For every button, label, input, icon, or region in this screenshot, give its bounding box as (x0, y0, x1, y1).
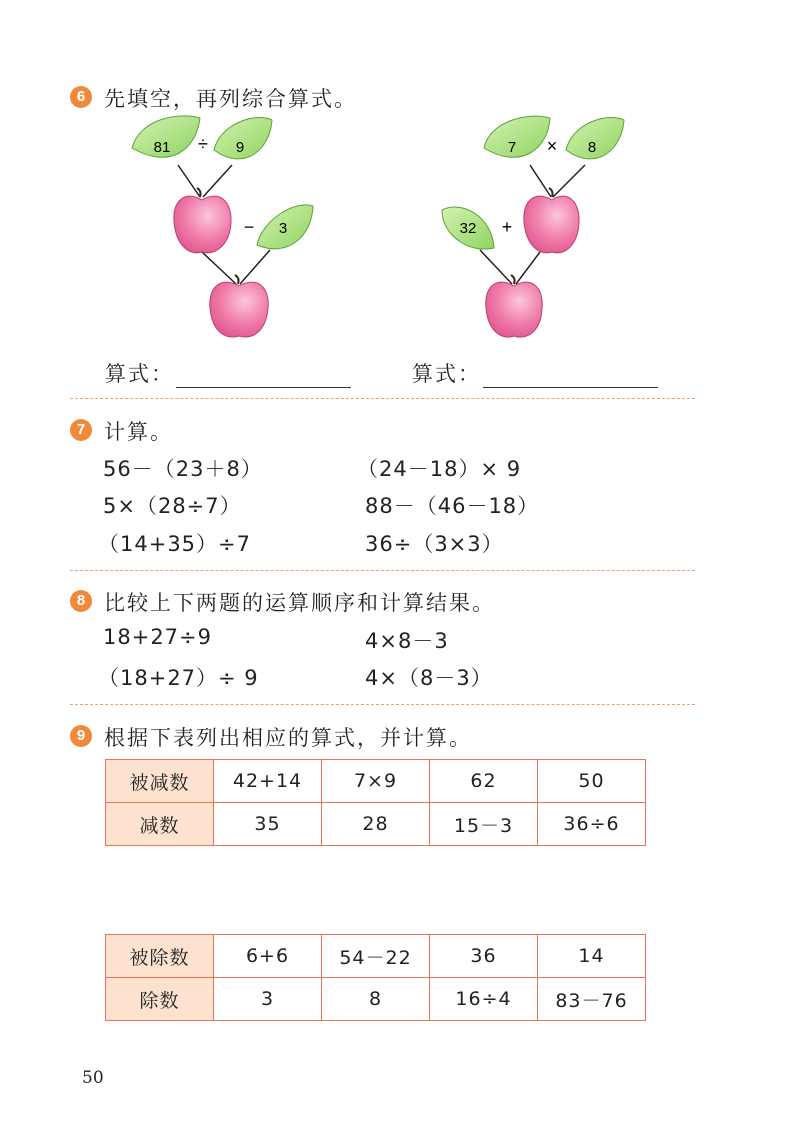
row-header: 减数 (106, 803, 214, 846)
apple-1-bottom (210, 282, 268, 337)
question-7-title: 计算。 (104, 420, 173, 444)
leaf-value: 7 (507, 139, 517, 156)
expression: （18+27）÷ 9 (98, 666, 259, 690)
table-cell: 36÷6 (538, 803, 646, 846)
question-number-7: 7 (70, 419, 92, 441)
division-table (105, 934, 646, 1021)
page-number: 50 (82, 1068, 104, 1088)
question-number-6: 6 (70, 86, 92, 108)
formula-label: 算式： (412, 362, 481, 386)
operator: − (243, 217, 255, 237)
divider (70, 398, 695, 399)
expression: 56－（23＋8） (103, 457, 263, 481)
question-9-title: 根据下表列出相应的算式，并计算。 (104, 726, 472, 750)
operator: × (546, 136, 558, 156)
table-row (106, 803, 646, 846)
apple-tree-2 (442, 116, 624, 337)
table-cell: 35 (214, 803, 322, 846)
table-cell: 28 (322, 803, 430, 846)
question-8-title: 比较上下两题的运算顺序和计算结果。 (104, 591, 495, 615)
expression: 36÷（3×3） (365, 532, 504, 556)
expression: （14+35）÷7 (98, 532, 251, 556)
expression: 18+27÷9 (103, 625, 212, 649)
row-header: 被除数 (106, 935, 214, 978)
divider (70, 570, 695, 571)
leaf-value: 81 (153, 139, 171, 156)
apple-2-bottom (486, 282, 542, 337)
expression: 4×8－3 (365, 629, 449, 653)
table-cell: 50 (538, 760, 646, 803)
table-cell: 7×9 (322, 760, 430, 803)
table-cell: 62 (430, 760, 538, 803)
answer-line[interactable] (483, 367, 658, 388)
leaf-value: 8 (587, 139, 597, 156)
divider (70, 704, 695, 705)
table-cell: 54－22 (322, 935, 430, 978)
leaf-value: 32 (459, 220, 477, 237)
leaf-2a (484, 116, 550, 157)
table-cell: 6+6 (214, 935, 322, 978)
leaf-value: 9 (235, 139, 245, 156)
table-row (106, 978, 646, 1021)
operator: ÷ (198, 134, 208, 154)
expression: 5×（28÷7） (103, 494, 242, 518)
table-cell: 16÷4 (430, 978, 538, 1021)
operator: + (501, 217, 513, 237)
leaf-value: 3 (278, 220, 288, 237)
formula-blank-2[interactable] (412, 358, 658, 388)
apple-2-top (524, 196, 579, 253)
row-header: 除数 (106, 978, 214, 1021)
table-cell: 36 (430, 935, 538, 978)
apple-1-top (174, 196, 231, 253)
expression: （24－18）× 9 (357, 457, 522, 481)
table-row (106, 935, 646, 978)
question-6-title: 先填空，再列综合算式。 (104, 87, 357, 111)
row-header: 被减数 (106, 760, 214, 803)
table-row (106, 760, 646, 803)
question-number-8: 8 (70, 590, 92, 612)
table-cell: 42+14 (214, 760, 322, 803)
formula-label: 算式： (105, 362, 174, 386)
table-cell: 8 (322, 978, 430, 1021)
table-cell: 15－3 (430, 803, 538, 846)
apple-tree-1 (132, 116, 313, 337)
apple-trees-diagram (0, 0, 800, 360)
expression: 88－（46－18） (365, 494, 540, 518)
formula-blank-1[interactable] (105, 358, 351, 388)
subtraction-table (105, 759, 646, 846)
question-number-9: 9 (70, 725, 92, 747)
expression: 4×（8－3） (365, 666, 493, 690)
table-cell: 83－76 (538, 978, 646, 1021)
table-cell: 14 (538, 935, 646, 978)
answer-line[interactable] (176, 367, 351, 388)
table-cell: 3 (214, 978, 322, 1021)
